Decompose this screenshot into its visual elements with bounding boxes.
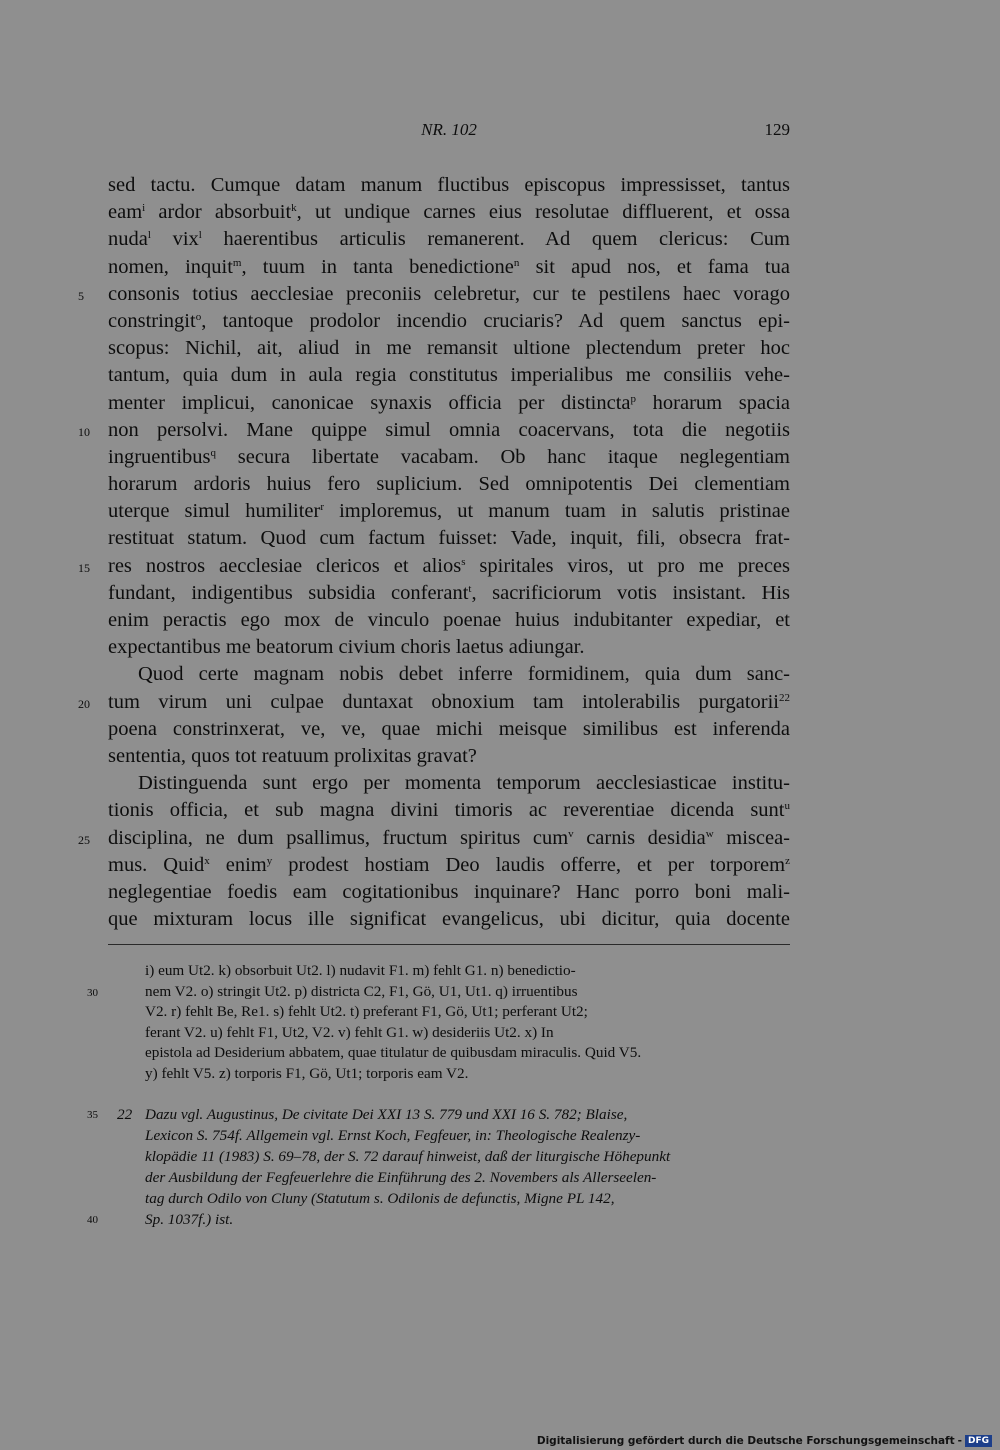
running-title: NR. 102 [421, 120, 477, 139]
critical-apparatus [87, 961, 790, 1084]
text-line: restituat statum. Quod cum factum fuisset: Vade, inquit, fili, obsecra frat- [108, 527, 790, 550]
dfg-logo-icon: DFG [965, 1435, 992, 1447]
text-line: ingruentibus$^q$ secura libertate vacabam. Ob hanc itaque neglegentiam [108, 445, 790, 468]
note-line [87, 1104, 790, 1125]
text-line: nuda$^l$ vix$^l$ haerentibus articulis remanerent. Ad quem clericus: Cum [108, 228, 790, 251]
note-line: klopädie 11 (1983) S. 69–78, der S. 72 darauf hinweist, daß der liturgische Höhepunkt [145, 1148, 671, 1165]
apparatus-line: epistola ad Desiderium abbatem, quae titulatur de quibusdam miraculis. Quid V5. [145, 1044, 642, 1061]
line-number: 10 [78, 424, 90, 439]
text-line-content: tum virum uni culpae duntaxat obnoxium tam intolerabilis purgatorii$^{22}$ [108, 690, 790, 713]
text-line: neglegentiae foedis eam cogitationibus inquinare? Hanc porro boni mali- [108, 880, 790, 903]
running-head [108, 120, 790, 144]
apparatus-line: V2. r) fehlt Be, Re1. s) fehlt Ut2. t) preferant F1, Gö, Ut1; perferant Ut2; [145, 1003, 588, 1020]
footnote-divider [108, 944, 790, 945]
line-number: 15 [78, 560, 90, 575]
note-line-content: Dazu vgl. Augustinus, De civitate Dei XXI 13 S. 779 und XXI 16 S. 782; Blaise, [145, 1106, 628, 1123]
text-line: eam$^i$ ardor absorbuit$^k$, ut undique carnes eius resolutae diffluerent, et ossa [108, 201, 790, 224]
text-line-content: non persolvi. Mane quippe simul omnia coacervans, tota die negotiis [108, 418, 790, 441]
text-line: constringit$^o$, tantoque prodolor incendio cruciaris? Ad quem sanctus epi- [108, 309, 790, 332]
text-line: Distinguenda sunt ergo per momenta temporum aecclesiasticae institu- [138, 772, 790, 795]
apparatus-line: i) eum Ut2. k) obsorbuit Ut2. l) nudavit F1. m) fehlt G1. n) benedictio- [145, 962, 576, 979]
line-number: 35 [87, 1109, 98, 1121]
apparatus-line [87, 982, 790, 1003]
text-line [78, 417, 790, 444]
text-line: menter implicui, canonicae synaxis officia per distincta$^p$ horarum spacia [108, 391, 790, 414]
line-number: 40 [87, 1214, 98, 1226]
apparatus-line: ferant V2. u) fehlt F1, Ut2, V2. v) fehlt G1. w) desideriis Ut2. x) In [145, 1023, 554, 1041]
text-line-content: disciplina, ne dum psallimus, fructum spiritus cum$^v$ carnis desidia$^w$ miscea- [108, 826, 791, 849]
apparatus-line-content: nem V2. o) stringit Ut2. p) districta C2, F1, Gö, U1, Ut1. q) irruentibus [145, 982, 578, 1000]
main-text [78, 172, 791, 933]
text-line: Quod certe magnam nobis debet inferre formidinem, quia dum sanc- [138, 663, 790, 686]
footer-separator: - [957, 1435, 962, 1447]
page-number: 129 [764, 120, 790, 139]
note-line: tag durch Odilo von Cluny (Statutum s. Odilonis de defunctis, Migne PL 142, [145, 1190, 615, 1207]
text-line-content: res nostros aecclesiae clericos et alios$^s$ spiritales viros, ut pro me preces [108, 554, 790, 577]
text-line [78, 553, 790, 580]
note-line: Lexicon S. 754f. Allgemein vgl. Ernst Koch, Fegfeuer, in: Theologische Realenzy- [145, 1127, 641, 1144]
text-line: nomen, inquit$^m$, tuum in tanta benedictione$^n$ sit apud nos, et fama tua [108, 255, 790, 278]
text-line: tantum, quia dum in aula regia constitutus imperialibus me consiliis vehe- [108, 364, 790, 387]
line-number: 30 [87, 986, 98, 999]
text-line: sententia, quos tot reatuum prolixitas gravat? [108, 744, 477, 767]
text-line [78, 281, 790, 308]
line-number: 20 [78, 696, 90, 711]
text-line: enim peractis ego mox de vinculo poenae huius indubitanter expediar, et [108, 609, 790, 631]
note-line-content: Sp. 1037f.) ist. [145, 1211, 234, 1228]
text-line: fundant, indigentibus subsidia conferant$^t$, sacrificiorum votis insistant. His [108, 581, 790, 604]
text-line: tionis officia, et sub magna divini timoris ac reverentiae dicenda sunt$^u$ [108, 799, 790, 822]
text-line: expectantibus me beatorum civium choris laetus adiungar. [108, 636, 585, 659]
note-line [87, 1209, 790, 1230]
text-line: mus. Quid$^x$ enim$^y$ prodest hostiam Deo laudis offerre, et per torporem$^z$ [108, 853, 790, 876]
text-line [78, 689, 790, 716]
digitization-footer [537, 1434, 992, 1448]
text-line: uterque simul humiliter$^r$ imploremus, ut manum tuam in salutis pristinae [108, 500, 790, 523]
text-line-content: consonis totius aecclesiae preconiis celebretur, cur te pestilens haec vorago [108, 282, 790, 305]
note-line: der Ausbildung der Fegfeuerlehre die Einführung des 2. Novembers als Allerseelen- [145, 1169, 657, 1186]
line-number: 5 [78, 288, 84, 303]
text-line: scopus: Nichil, ait, aliud in me remansit ultione plectendum preter hoc [108, 337, 790, 360]
footnote-number: 22 [117, 1106, 133, 1123]
text-line: poena constrinxerat, ve, ve, quae michi meisque similibus est inferenda [108, 717, 790, 740]
apparatus-line: y) fehlt V5. z) torporis F1, Gö, Ut1; torporis eam V2. [145, 1064, 469, 1082]
line-number: 25 [78, 832, 90, 847]
text-line: horarum ardoris huius fero suplicium. Sed omnipotentis Dei clementiam [108, 473, 790, 496]
commentary-notes [87, 1104, 790, 1230]
text-line: que mixturam locus ille significat evangelicus, ubi dicitur, quia docente [108, 908, 790, 931]
text-line: sed tactu. Cumque datam manum fluctibus episcopus impressisset, tantus [108, 174, 790, 196]
footer-text: Digitalisierung gefördert durch die Deutsche Forschungsgemeinschaft [536, 1435, 955, 1447]
text-line [78, 825, 791, 852]
